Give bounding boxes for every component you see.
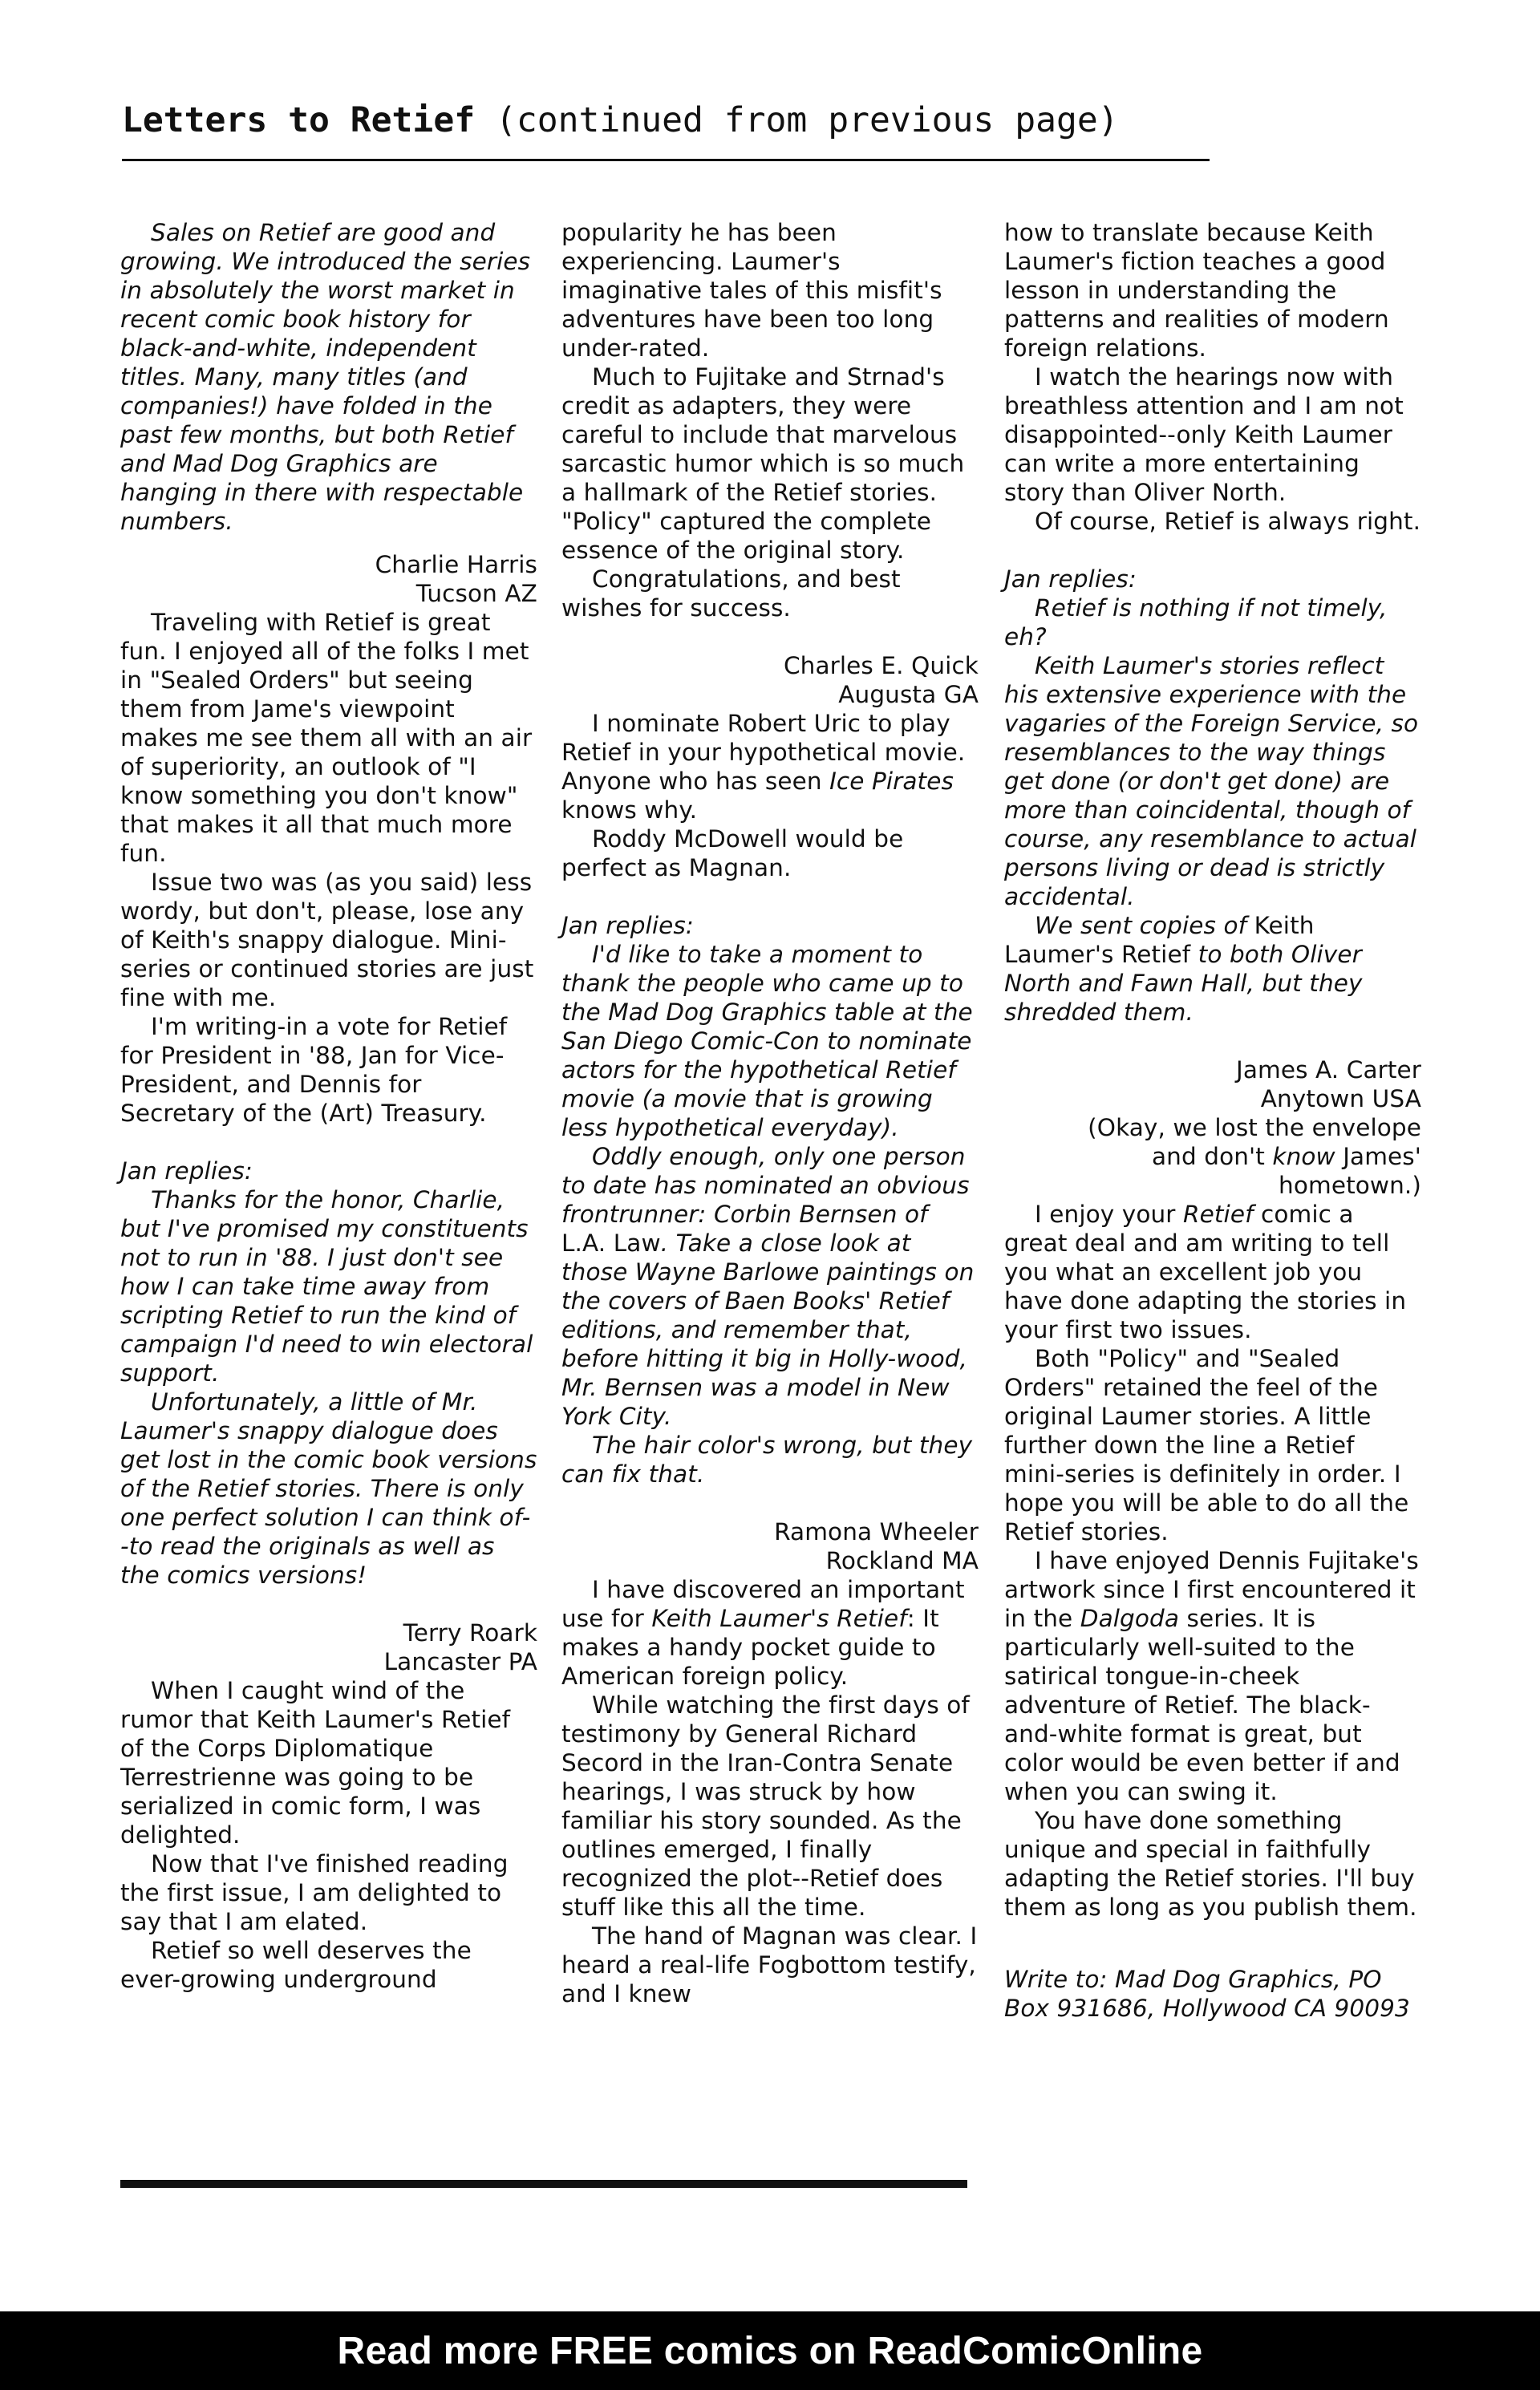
letter-paragraph: I'm writing-in a vote for Retief for President in '88, Jan for Vice-President, and Dennis for Secretary of the (Art) Treasury. (120, 1013, 508, 1127)
signature-name: Charlie Harris (375, 551, 537, 578)
letter-paragraph: I nominate Robert Uric to play Retief in your hypothetical movie. Anyone who has seen Ice Pirates knows why. (561, 710, 966, 824)
letter-paragraph: I have discovered an important use for Keith Laumer's Retief: It makes a handy pocket guide to American foreign policy. (561, 1576, 965, 1690)
letter-paragraph: I enjoy your Retief comic a great deal and am writing to tell you what an excellent job you have done adapting the stories in your first two issues. (1004, 1201, 1407, 1343)
page-subtitle: (continued from previous page) (496, 100, 1119, 140)
page-header (122, 99, 1213, 141)
letter-paragraph: I have enjoyed Dennis Fujitake's artwork since I first encountered it in the Dalgoda series. It is particularly well-suited to the satirical tongue-in-cheek adventure of Retief. The black-and-white format is great, but color would be even better if and when you can swing it. (1004, 1547, 1419, 1805)
letter-paragraph: Roddy McDowell would be perfect as Magnan. (561, 825, 904, 881)
letter-paragraph: Much to Fujitake and Strnad's credit as adapters, they were careful to include that marvelous sarcastic humor which is so much a hallmark of the Retief stories. "Policy" captured the complete essence of the original story. (561, 363, 965, 564)
header-divider (122, 159, 1210, 161)
signature-place: Tucson AZ (415, 580, 537, 607)
reply-paragraph: Thanks for the honor, Charlie, but I've promised my constituents not to run in '88. I just don't see how I can take time away from scripting Retief to run the kind of campaign I'd need to win electoral support. (120, 1186, 533, 1387)
reply-paragraph: Retief is nothing if not timely, eh? (1004, 594, 1388, 650)
signature-place: Rockland MA (825, 1547, 979, 1574)
promo-banner[interactable] (0, 2311, 1540, 2390)
letter-paragraph: popularity he has been experiencing. Laumer's imaginative tales of this misfit's adventures have been too long under-rated. (561, 219, 942, 362)
editor-note: Sales on Retief are good and growing. We introduced the series in absolutely the worst market in recent comic book history for black-and-white, independent titles. Many, many titles (and companies!) have folded in the past few months, but both Retief and Mad Dog Graphics are hanging in there with respectable numbers. (120, 219, 531, 535)
letter-paragraph: When I caught wind of the rumor that Keith Laumer's Retief of the Corps Diplomatique Terrestrienne was going to be serialized in comic form, I was delighted. (120, 1677, 511, 1849)
letter-paragraph: Congratulations, and best wishes for success. (561, 565, 901, 622)
footer-divider (120, 2180, 967, 2188)
letter-paragraph: Now that I've finished reading the first issue, I am delighted to say that I am elated. (120, 1850, 509, 1935)
column-2 (561, 218, 979, 2008)
page-title: Letters to Retief (122, 100, 476, 140)
editor-aside: (Okay, we lost the envelope and don't know James' hometown.) (1088, 1114, 1421, 1199)
reply-paragraph: We sent copies of Keith Laumer's Retief to both Oliver North and Fawn Hall, but they shredded them. (1004, 912, 1363, 1026)
letter-paragraph: While watching the first days of testimony by General Richard Secord in the Iran-Contra Senate hearings, I was struck by how familiar his story sounded. As the outlines emerged, I finally recognized the plot--Retief does stuff like this all the time. (561, 1691, 970, 1921)
letter-paragraph: The hand of Magnan was clear. I heard a real-life Fogbottom testify, and I knew (561, 1922, 978, 2007)
letter-paragraph: Issue two was (as you said) less wordy, but don't, please, lose any of Keith's snappy dialogue. Mini-series or continued stories are just fine with me. (120, 869, 534, 1011)
mailing-address: Write to: Mad Dog Graphics, PO Box 931686, Hollywood CA 90093 (1004, 1966, 1410, 2022)
signature-place: Augusta GA (838, 681, 979, 708)
reply-paragraph: Unfortunately, a little of Mr. Laumer's snappy dialogue does get lost in the comic book versions of the Retief stories. There is only one perfect solution I can think of--to read the originals as well as the comics versions! (120, 1388, 537, 1589)
reply-paragraph: Keith Laumer's stories reflect his extensive experience with the vagaries of the Foreign Service, so resemblances to the way things get done (or don't get done) are more than coincidental, though of course, any resemblance to actual persons living or dead is strictly accidental. (1004, 652, 1419, 910)
reply-paragraph: The hair color's wrong, but they can fix that. (561, 1432, 973, 1488)
letter-paragraph: Of course, Retief is always right. (1035, 508, 1421, 535)
reply-label: Jan replies: (561, 912, 694, 939)
signature-place: Lancaster PA (383, 1648, 537, 1675)
signature-name: Terry Roark (403, 1619, 537, 1647)
signature-name: James A. Carter (1236, 1056, 1421, 1084)
letter-paragraph: I watch the hearings now with breathless attention and I am not disappointed--only Keith Laumer can write a more entertaining story than Oliver North. (1004, 363, 1404, 506)
letter-paragraph: Retief so well deserves the ever-growing underground (120, 1937, 472, 1993)
reply-paragraph: Oddly enough, only one person to date has nominated an obvious frontrunner: Corbin Bernsen of L.A. Law. Take a close look at those Wayne Barlowe paintings on the covers of Baen Books' Retief editions, and remember that, before hitting it big in Holly-wood, Mr. Bernsen was a model in New York City. (561, 1143, 975, 1430)
letter-paragraph: Both "Policy" and "Sealed Orders" retained the feel of the original Laumer stories. A little further down the line a Retief mini-series is definitely in order. I hope you will be able to do all the Retief stories. (1004, 1345, 1409, 1545)
signature-place: Anytown USA (1260, 1085, 1421, 1112)
letter-paragraph: how to translate because Keith Laumer's fiction teaches a good lesson in understanding the patterns and realities of modern foreign relations. (1004, 219, 1389, 362)
column-3 (1004, 218, 1421, 2023)
reply-label: Jan replies: (120, 1157, 253, 1185)
signature-name: Charles E. Quick (783, 652, 979, 679)
promo-banner-text: Read more FREE comics on ReadComicOnline (337, 2329, 1203, 2372)
letter-paragraph: Traveling with Retief is great fun. I enjoyed all of the folks I met in "Sealed Orders" but seeing them from Jame's viewpoint makes me see them all with an air of superiority, an outlook of "I know something you don't know" that makes it all that much more fun. (120, 609, 533, 867)
reply-paragraph: I'd like to take a moment to thank the people who came up to the Mad Dog Graphics table at the San Diego Comic-Con to nominate actors for the hypothetical Retief movie (a movie that is growing less hypothetical everyday). (561, 941, 973, 1141)
signature-name: Ramona Wheeler (774, 1518, 979, 1545)
reply-label: Jan replies: (1004, 565, 1137, 593)
letter-paragraph: You have done something unique and special in faithfully adapting the Retief stories. I'll buy them as long as you publish them. (1004, 1807, 1417, 1921)
column-1 (120, 218, 537, 1994)
